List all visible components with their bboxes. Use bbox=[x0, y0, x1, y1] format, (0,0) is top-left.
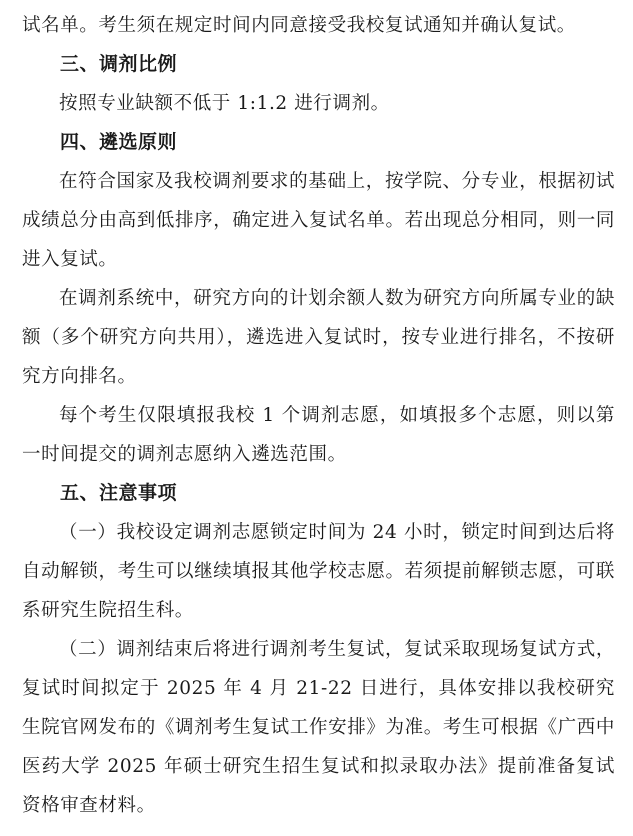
selection-principle-paragraph-2: 在调剂系统中，研究方向的计划余额人数为研究方向所属专业的缺额（多个研究方向共用），遴选进入复试时，按专业进行排名，不按研究方向排名。 bbox=[22, 288, 615, 387]
section-heading-adjustment-ratio: 三、调剂比例 bbox=[60, 53, 178, 75]
intro-continuation-paragraph: 试名单。考生须在规定时间内同意接受我校复试通知并确认复试。 bbox=[22, 15, 576, 36]
selection-principle-paragraph-3: 每个考生仅限填报我校 1 个调剂志愿，如填报多个志愿，则以第一时间提交的调剂志愿纳入遴选范围。 bbox=[22, 405, 615, 465]
selection-principle-paragraph-1: 在符合国家及我校调剂要求的基础上，按学院、分专业，根据初试成绩总分由高到低排序，确定进入复试名单。若出现总分相同，则一同进入复试。 bbox=[22, 171, 615, 270]
section-heading-notes: 五、注意事项 bbox=[60, 482, 178, 504]
notes-item-1: （一）我校设定调剂志愿锁定时间为 24 小时，锁定时间到达后将自动解锁，考生可以继续填报其他学校志愿。若须提前解锁志愿，可联系研究生院招生科。 bbox=[22, 522, 615, 621]
adjustment-ratio-paragraph: 按照专业缺额不低于 1:1.2 进行调剂。 bbox=[59, 93, 390, 114]
section-heading-selection-principle: 四、遴选原则 bbox=[60, 131, 178, 153]
notes-item-2: （二）调剂结束后将进行调剂考生复试，复试采取现场复试方式，复试时间拟定于 2025 年 4 月 21-22 日进行，具体安排以我校研究生院官网发布的《调剂考生复试工作安排》为准。考生可根据《广西中医药大学 2025 年硕士研究生招生复试和拟录取办法》提前准备复试资格审查材料。 bbox=[22, 639, 615, 816]
